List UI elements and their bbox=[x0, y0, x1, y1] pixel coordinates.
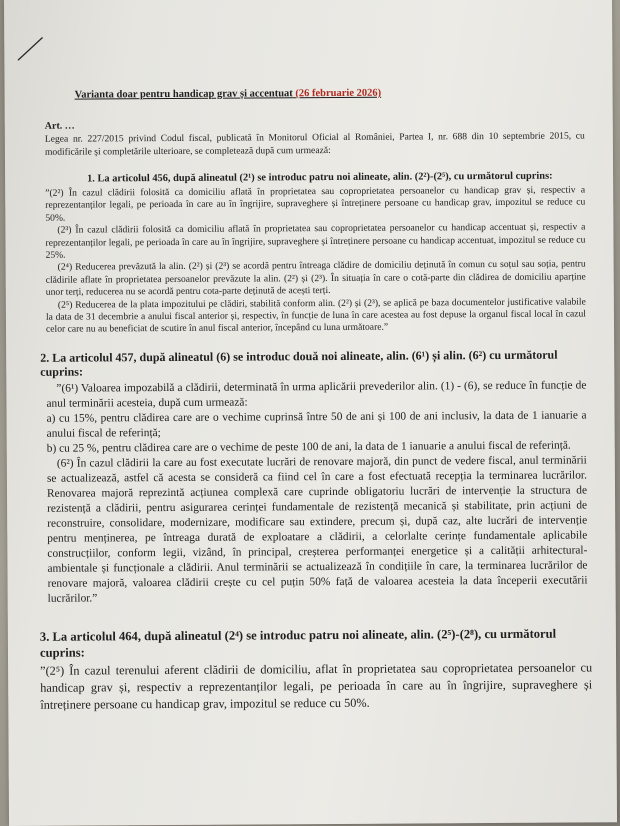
section-2-title: 2. La articolul 457, după alineatul (6) se introduc două noi alineate, alin. (6¹) și alin. (6²) cu următorul cuprins: bbox=[40, 347, 558, 380]
section-3-title: 3. La articolul 464, după alineatul (2⁴) se introduc patru noi alineate, alin. (2⁵)-(2⁸), cu următorul cuprins: bbox=[39, 626, 557, 660]
section-2-paragraph-1: ”(6¹) Valoarea impozabilă a clădirii, determinată în urma aplicării prevederilor alin. (1) - (6), se reduce în funcție de anul terminării acesteia, după cum urmează: bbox=[46, 379, 587, 410]
section-1-paragraph-1: ”(2²) În cazul clădirii folosită ca domiciliu aflată în proprietatea sau coproprietatea persoanelor cu handicap grav și, respectiv a reprezentanților legali, pe perioada în care au în îngrijire, supraveghere și întreținere persoane cu handicap grav, impozitul se reduce cu 50%. bbox=[45, 184, 586, 224]
document-heading bbox=[75, 86, 585, 100]
section-2 bbox=[40, 347, 588, 606]
heading-title: Varianta doar pentru handicap grav și accentuat bbox=[74, 88, 293, 101]
heading-date: (26 februarie 2026) bbox=[295, 87, 382, 100]
section-3 bbox=[40, 625, 593, 713]
section-2-paragraph-2: a) cu 15%, pentru clădirea care are o vechime cuprinsă între 50 de ani și 100 de ani inclusiv, la data de 1 ianuarie a anului fiscal de referință; bbox=[46, 409, 587, 440]
article-intro: Legea nr. 227/2015 privind Codul fiscal, publicată în Monitorul Oficial al României, Partea I, nr. 688 din 10 septembrie 2015, cu modificările și completările ulterioare, se completează după cum urmează: bbox=[44, 130, 585, 158]
section-2-paragraph-4: (6²) În cazul clădirii la care au fost executate lucrări de renovare majoră, din punct de vedere fiscal, anul terminării se actualizează, astfel că acesta se consideră ca fiind cel în care a fost efectuată recepția la terminarea lucrărilor. Renovarea majoră reprezintă acțiunea complexă care cuprinde obligatoriu lucrări de intervenție la structura de rezistență a clădirii, pentru asigurarea cerinței fundamentale de rezistență mecanică și stabilitate, prin acțiuni de reconstruire, consolidare, modernizare, modificare sau extindere, precum și, după caz, alte lucrări de intervenție pentru menținerea, pe întreaga durată de exploatare a clădirii, a celorlalte cerințe fundamentale aplicabile construcțiilor, conform legii, vizând, în principal, creșterea performanței energetice și a calității arhitectural-ambientale și funcționale a clădirii. Anul terminării se actualizează în condițiile în care, la terminarea lucrărilor de renovare majoră, valoarea clădirii crește cu cel puțin 50% față de valoarea acesteia la data începerii executării lucrărilor.” bbox=[46, 454, 588, 605]
article-label: Art. … bbox=[44, 120, 75, 132]
section-1 bbox=[45, 169, 586, 336]
document-page bbox=[4, 0, 617, 826]
section-1-paragraph-4: (2⁵) Reducerea de la plata impozitului pe clădiri, stabilită conform alin. (2²) și (2³), se aplică pe baza documentelor justificative valabile la data de 31 decembrie a anului fiscal anterior și, respectiv, în funcție de luna în care acestea au fost depuse la organul fiscal local în cazul celor care nu au beneficiat de scutire în anul fiscal anterior, începând cu luna următoare.” bbox=[45, 296, 586, 336]
document-body bbox=[39, 86, 593, 713]
section-1-paragraph-3: (2⁴) Reducerea prevăzută la alin. (2²) și (2³) se acordă pentru întreaga clădire de domiciliu deținută în comun cu soțul sau soția, pentru clădirile aflate în proprietatea persoanelor prevăzute la alin. (2²) și (2³). În situația în care o cotă-parte din clădirea de domiciliu aparține unor terți, reducerea nu se acordă pentru cota-parte deținută de acești terți. bbox=[45, 258, 586, 299]
section-2-paragraph-3: b) cu 25 %, pentru clădirea care are o vechime de peste 100 de ani, la data de 1 ianuarie a anului fiscal de referință. bbox=[46, 439, 571, 455]
section-3-paragraph-1: ”(2⁵) În cazul terenului aferent clădirii de domiciliu, aflat în proprietatea sau coproprietatea persoanelor cu handicap grav și, respectiv a reprezentanților legali, pe perioada în care au în îngrijire, supraveghere și întreținere persoane cu handicap grav, impozitul se reduce cu 50%. bbox=[40, 660, 593, 712]
pen-mark-icon bbox=[16, 34, 46, 64]
section-1-paragraph-2: (2³) În cazul clădirii folosită ca domiciliu aflată în proprietatea sau coproprietatea persoanelor cu handicap accentuat și, respectiv a reprezentanților legali, pe perioada în care au în îngrijire, supraveghere și întreținere persoane cu handicap accentuat, impozitul se reduce cu 25%. bbox=[45, 221, 586, 261]
section-1-title: 1. La articolul 456, după alineatul (2¹) se introduc patru noi alineate, alin. (2²)-(2⁵), cu următorul cuprins: bbox=[87, 170, 553, 185]
